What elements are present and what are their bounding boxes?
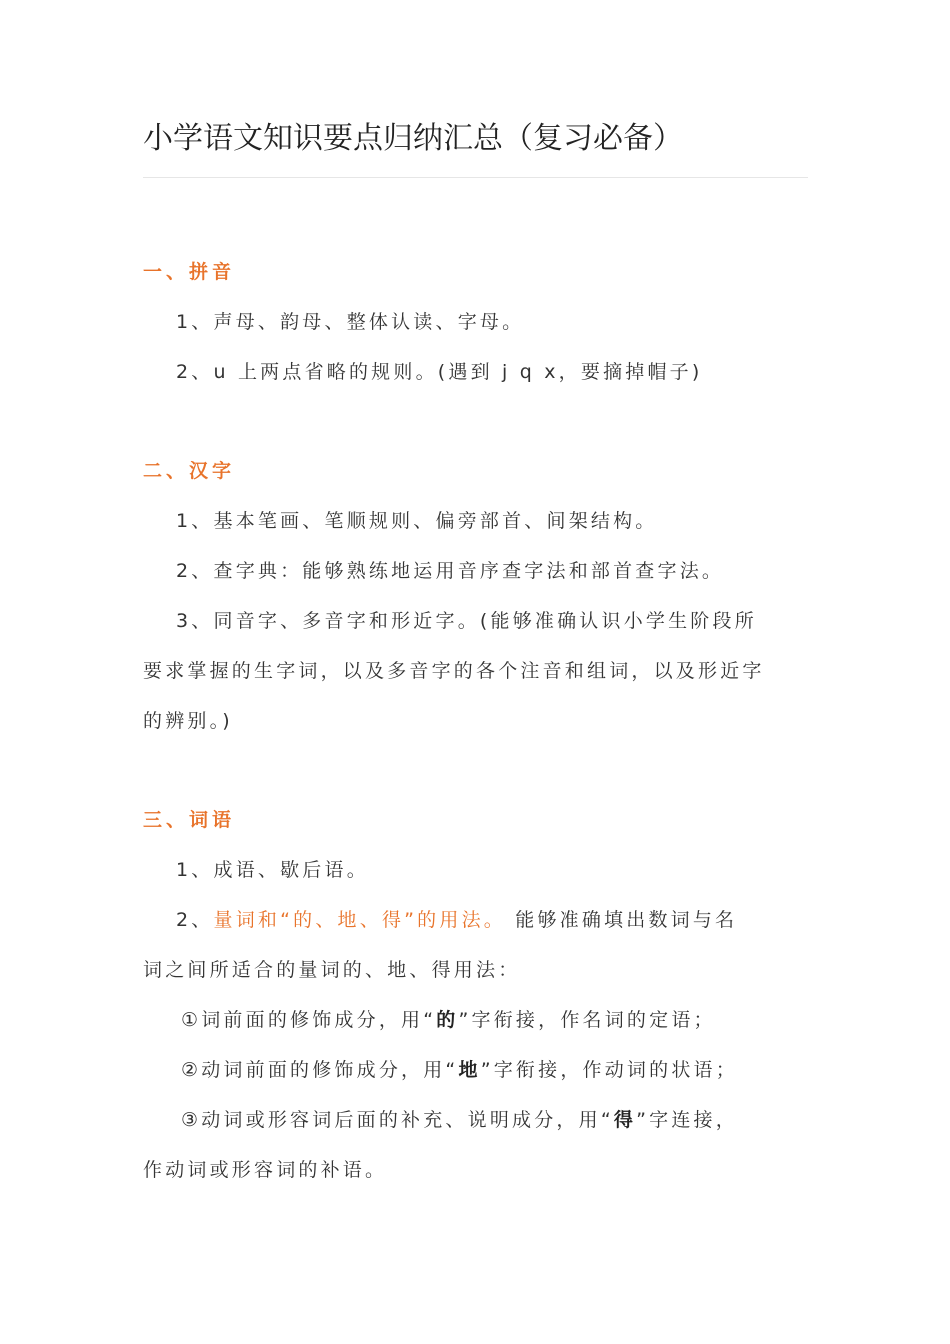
item-text: 能够准确填出数词与名: [506, 909, 738, 931]
usage-text: ”字衔接，作名词的定语；: [458, 1009, 716, 1031]
section-heading-pinyin: 一、拼音: [143, 261, 236, 283]
usage-text: ②动词前面的修饰成分，用“: [181, 1059, 459, 1081]
page-title: 小学语文知识要点归纳汇总（复习必备）: [143, 121, 683, 156]
title-divider: [143, 177, 808, 178]
list-item-continuation: 作动词或形容词的补语。: [143, 1159, 388, 1181]
usage-item-de: [181, 1008, 846, 1032]
usage-keyword: 的: [436, 1009, 459, 1031]
list-item: 2、u 上两点省略的规则。(遇到 j q x，要摘掉帽子): [176, 361, 703, 383]
usage-text: ”字连接，: [636, 1109, 738, 1131]
list-item: 1、声母、韵母、整体认读、字母。: [176, 311, 525, 333]
usage-text: ”字衔接，作动词的状语；: [480, 1059, 738, 1081]
usage-keyword: 得: [613, 1109, 637, 1131]
list-item-continuation: 词之间所适合的量词的、地、得用法：: [143, 959, 521, 981]
list-item: [176, 908, 841, 932]
highlighted-topic: 量词和“的、地、得”的用法。: [213, 909, 506, 931]
list-item-continuation: 要求掌握的生字词，以及多音字的各个注音和组词，以及形近字: [143, 660, 765, 682]
section-heading-hanzi: 二、汉字: [143, 460, 236, 482]
usage-item-dei: [181, 1108, 846, 1132]
list-item-continuation: 的辨别。): [143, 710, 233, 732]
list-item: 3、同音字、多音字和形近字。(能够准确认识小学生阶段所: [176, 610, 757, 632]
usage-text: ③动词或形容词后面的补充、说明成分，用“: [181, 1109, 614, 1131]
usage-item-di: [181, 1058, 846, 1082]
usage-keyword: 地: [458, 1059, 481, 1081]
usage-text: ①词前面的修饰成分，用“: [181, 1009, 437, 1031]
section-heading-ciyu: 三、词语: [143, 809, 236, 831]
list-item: 1、成语、歇后语。: [176, 859, 369, 881]
list-item: 1、基本笔画、笔顺规则、偏旁部首、间架结构。: [176, 510, 658, 532]
item-prefix: 2、: [176, 909, 214, 931]
list-item: 2、查字典：能够熟练地运用音序查字法和部首查字法。: [176, 560, 725, 582]
